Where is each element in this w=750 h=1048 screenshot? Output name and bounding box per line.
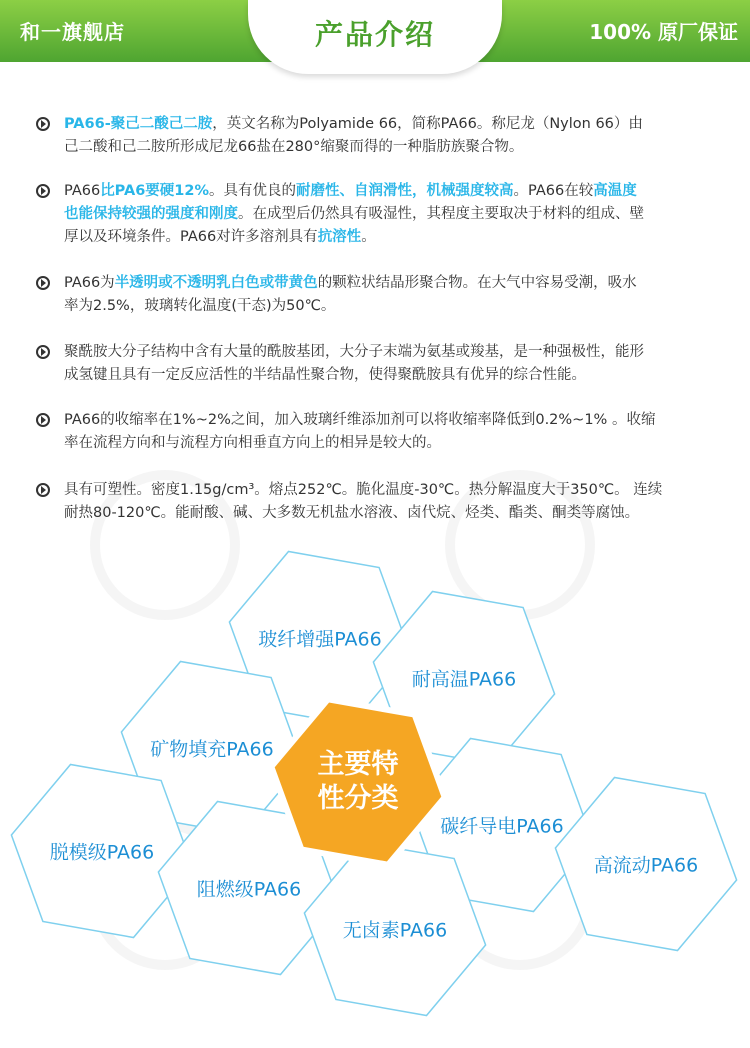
play-bullet-icon	[36, 117, 50, 131]
guarantee-text: 100% 原厂保证	[589, 20, 738, 44]
play-bullet-icon	[36, 483, 50, 497]
feature-label: 脱模级PA66	[49, 841, 155, 864]
highlight-text: 耐磨性、自润滑性，机械强度较高	[296, 183, 514, 199]
center-label-line: 性分类	[317, 783, 399, 814]
play-bullet-icon	[36, 276, 50, 290]
feature-label: 矿物填充PA66	[150, 738, 274, 761]
paragraph-text: PA66为	[64, 275, 115, 291]
feature-label: 玻纤增强PA66	[258, 628, 382, 651]
paragraph-text: 。PA66在较	[513, 183, 594, 199]
center-label	[298, 748, 418, 816]
paragraph-text: 。在成型后仍然具有吸湿性，其程度主要取决于材料的组成、壁	[238, 206, 644, 222]
feature-label: 碳纤导电PA66	[440, 815, 564, 838]
paragraph-text: 率为2.5%，玻璃转化温度(干态)为50℃。	[64, 298, 336, 314]
paragraph-text: 。具有优良的	[209, 183, 297, 199]
highlight-text: 高温度	[593, 183, 637, 199]
intro-paragraph-5	[36, 409, 696, 455]
feature-label: 高流动PA66	[593, 854, 699, 877]
intro-paragraph-2	[36, 180, 696, 249]
intro-paragraph-1	[36, 113, 696, 159]
intro-paragraph-4	[36, 341, 696, 387]
highlight-text: 半透明或不透明乳白色或带黄色	[114, 275, 318, 291]
paragraph-text: 成氢键且具有一定反应活性的半结晶性聚合物，使得聚酰胺具有优异的综合性能。	[64, 367, 586, 383]
feature-label: 阻燃级PA66	[196, 878, 302, 901]
intro-paragraph-6	[36, 479, 696, 525]
feature-label: 耐高温PA66	[411, 668, 517, 691]
section-title: 产品介绍	[314, 18, 435, 51]
highlight-text: PA66-聚己二酸己二胺	[64, 116, 213, 132]
paragraph-text: 己二酸和己二胺所形成尼龙66盐在280°缩聚而得的一种脂肪族聚合物。	[64, 139, 524, 155]
feature-label: 无卤素PA66	[342, 919, 448, 942]
play-bullet-icon	[36, 345, 50, 359]
intro-paragraph-3	[36, 272, 696, 318]
paragraph-text: 厚以及环境条件。PA66对许多溶剂具有	[64, 229, 318, 245]
shop-name[interactable]: 和一旗舰店	[20, 20, 125, 44]
center-label-line: 主要特	[317, 749, 399, 780]
paragraph-text: 耐热80-120℃。能耐酸、碱、大多数无机盐水溶液、卤代烷、烃类、酯类、酮类等腐蚀。	[64, 505, 640, 521]
highlight-text: 也能保持较强的强度和刚度	[64, 206, 238, 222]
paragraph-text: 具有可塑性。密度1.15g/cm³。熔点252℃。脆化温度-30℃。热分解温度大于350℃。 连续	[64, 482, 663, 498]
paragraph-text: PA66的收缩率在1%~2%之间，加入玻璃纤维添加剂可以将收缩率降低到0.2%~1% 。收缩	[64, 412, 656, 428]
paragraph-text: 。	[361, 229, 376, 245]
highlight-text: 比PA6要硬12%	[100, 183, 210, 199]
paragraph-text: 聚酰胺大分子结构中含有大量的酰胺基团，大分子末端为氨基或羧基，是一种强极性，能形	[64, 344, 644, 360]
paragraph-text: ，英文名称为Polyamide 66，简称PA66。称尼龙（Nylon 66）由	[212, 116, 643, 132]
highlight-text: 抗溶性	[317, 229, 362, 245]
paragraph-text: 率在流程方向和与流程方向相垂直方向上的相异是较大的。	[64, 435, 441, 451]
play-bullet-icon	[36, 184, 50, 198]
paragraph-text: 的颗粒状结晶形聚合物。在大气中容易受潮，吸水	[317, 275, 637, 291]
paragraph-text: PA66	[64, 183, 101, 199]
play-bullet-icon	[36, 413, 50, 427]
